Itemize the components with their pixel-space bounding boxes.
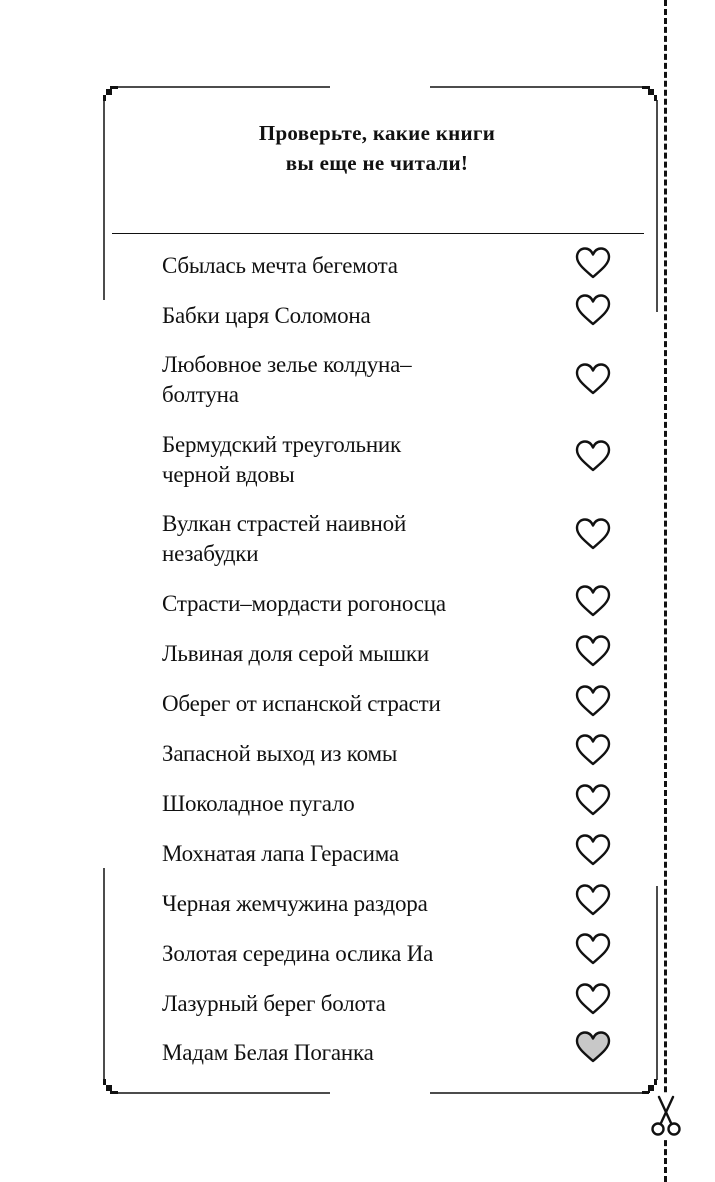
list-item: Бабки царя Соломона	[162, 303, 371, 328]
heart-icon[interactable]	[574, 584, 612, 618]
list-item: Шоколадное пугало	[162, 791, 355, 816]
list-item-line: незабудки	[162, 541, 259, 566]
heart-icon[interactable]	[574, 684, 612, 718]
list-item: Черная жемчужина раздора	[162, 891, 428, 916]
heart-icon[interactable]	[574, 1030, 612, 1064]
list-item	[162, 350, 552, 410]
heart-icon[interactable]	[574, 733, 612, 767]
list-item: Лазурный берег болота	[162, 991, 386, 1016]
heart-icon[interactable]	[574, 833, 612, 867]
heart-icon[interactable]	[574, 783, 612, 817]
list-item: Сбылась мечта бегемота	[162, 253, 398, 278]
title-line-2: вы еще не читали!	[285, 151, 469, 175]
heart-icon[interactable]	[574, 246, 612, 280]
heart-icon[interactable]	[574, 932, 612, 966]
list-item-line: черной вдовы	[162, 462, 295, 487]
page-title	[112, 118, 642, 178]
list-item: Оберег от испанской страсти	[162, 691, 441, 716]
heart-icon[interactable]	[574, 439, 612, 473]
list-item-line: Любовное зелье колдуна–	[162, 352, 412, 377]
list-item: Мохнатая лапа Герасима	[162, 841, 399, 866]
heart-icon[interactable]	[574, 362, 612, 396]
list-item: Запасной выход из комы	[162, 741, 398, 766]
list-item: Золотая середина ослика Иа	[162, 941, 434, 966]
divider	[112, 233, 644, 234]
list-item-line: болтуна	[162, 382, 239, 407]
list-item	[162, 430, 552, 490]
list-item-line: Бермудский треугольник	[162, 432, 402, 457]
list-item: Львиная доля серой мышки	[162, 641, 429, 666]
list-item-line: Вулкан страстей наивной	[162, 511, 407, 536]
scissors-icon	[649, 1093, 683, 1139]
heart-icon[interactable]	[574, 293, 612, 327]
heart-icon[interactable]	[574, 634, 612, 668]
heart-icon[interactable]	[574, 517, 612, 551]
heart-icon[interactable]	[574, 883, 612, 917]
title-line-1: Проверьте, какие книги	[258, 121, 496, 145]
heart-icon[interactable]	[574, 982, 612, 1016]
list-item	[162, 509, 552, 569]
list-item: Мадам Белая Поганка	[162, 1040, 374, 1065]
list-item: Страсти–мордасти рогоносца	[162, 591, 446, 616]
